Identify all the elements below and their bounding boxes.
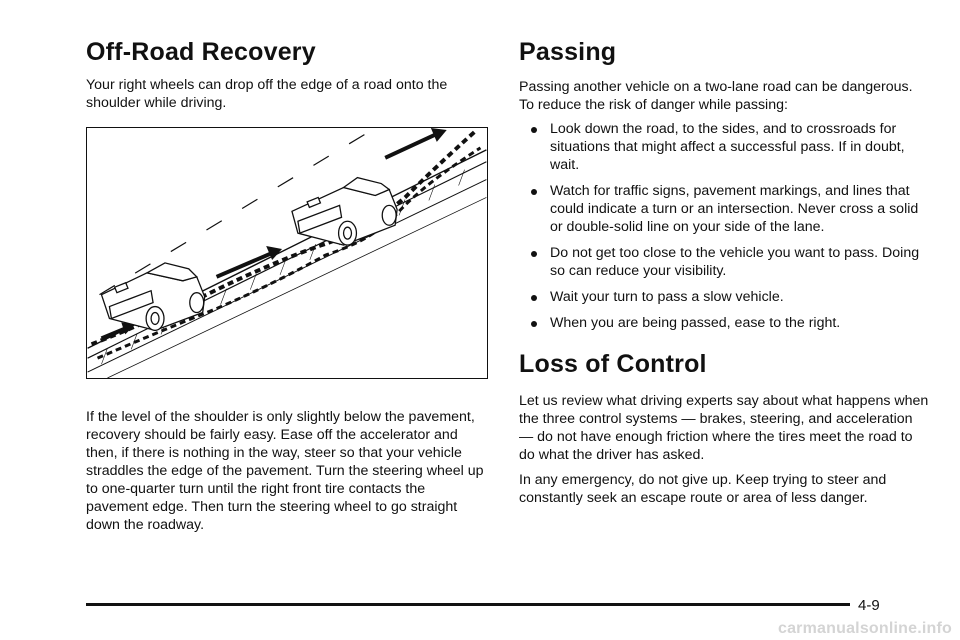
site-watermark: carmanualsonline.info <box>777 620 952 637</box>
bullet-icon <box>531 321 537 327</box>
bullet-icon <box>531 295 537 301</box>
passing-heading: Passing <box>519 38 617 66</box>
list-item: When you are being passed, ease to the right. <box>519 314 929 332</box>
page-number: 4-9 <box>858 597 880 614</box>
pickup-truck-front <box>292 178 397 245</box>
loss-of-control-heading: Loss of Control <box>519 350 707 378</box>
left-column <box>86 36 490 534</box>
passing-intro-paragraph: Passing another vehicle on a two-lane road can be dangerous. To reduce the risk of danger while passing: <box>519 79 913 113</box>
list-item: Do not get too close to the vehicle you want to pass. Doing so can reduce your visibility. <box>519 244 929 280</box>
passing-tips-list <box>519 120 929 332</box>
emergency-paragraph: In any emergency, do not give up. Keep trying to steer and constantly seek an escape route or area of less danger. <box>519 472 887 506</box>
arrow-shaft-3 <box>385 134 437 158</box>
list-item: Wait your turn to pass a slow vehicle. <box>519 288 929 306</box>
bullet-icon <box>531 189 537 195</box>
pickup-truck-rear <box>101 263 204 330</box>
list-item: Look down the road, to the sides, and to crossroads for situations that might affect a successful pass. If in doubt, wait. <box>519 120 929 174</box>
off-road-instructions-paragraph: If the level of the shoulder is only slightly below the pavement, recovery should be fairly easy. Ease off the accelerator and then, if there is nothing in the way, steer so that your vehicle straddles the edge of the pavement. Turn the steering wheel up to one-quarter turn until the right front tire contacts the pavement edge. Then turn the steering wheel to go straight down the roadway. <box>86 409 484 533</box>
right-column <box>519 36 929 507</box>
off-road-intro-paragraph: Your right wheels can drop off the edge of a road onto the shoulder while driving. <box>86 77 448 111</box>
road-diagram <box>87 128 487 378</box>
footer-divider <box>86 603 850 606</box>
off-road-recovery-heading: Off-Road Recovery <box>86 38 316 66</box>
loss-of-control-paragraph: Let us review what driving experts say about what happens when the three control systems — brakes, steering, and acceleration — do not have enough friction where the tires meet the road to do what the driver has asked. <box>519 393 929 463</box>
bullet-icon <box>531 127 537 133</box>
list-item: Watch for traffic signs, pavement markings, and lines that could indicate a turn or an intersection. Never cross a solid or double-solid line on your side of the lane. <box>519 182 929 236</box>
off-road-recovery-illustration <box>86 127 488 379</box>
bullet-icon <box>531 251 537 257</box>
arrow-shaft-2 <box>217 253 273 277</box>
